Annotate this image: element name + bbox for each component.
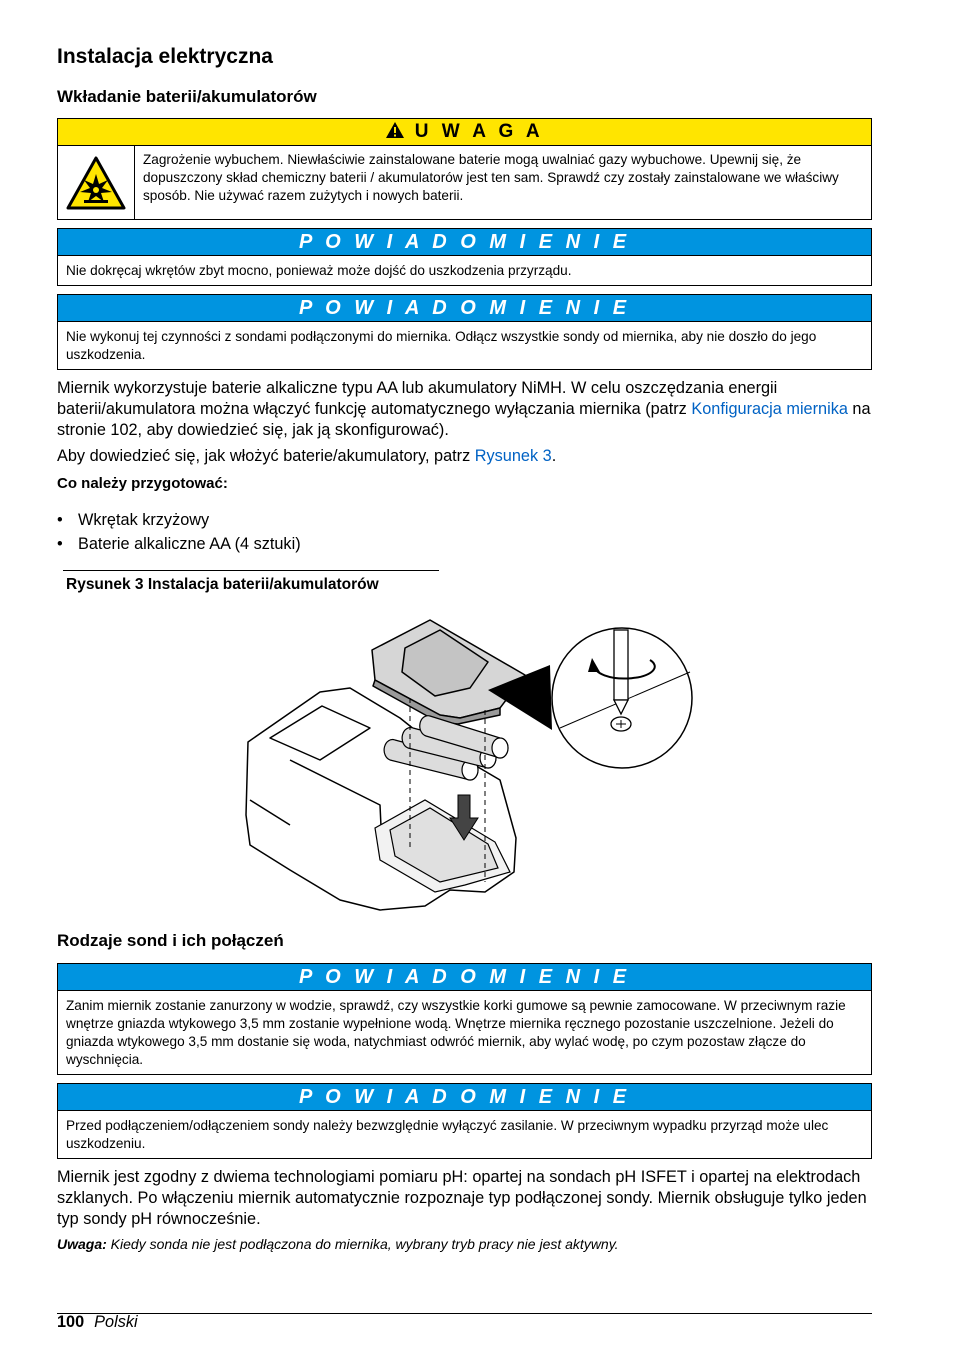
screw-detail-circle — [552, 628, 692, 768]
notice-header-1: P O W I A D O M I E N I E — [58, 229, 871, 256]
warning-box — [57, 118, 872, 220]
figure-ref-paragraph — [57, 446, 872, 467]
notice-text-3: Zanim miernik zostanie zanurzony w wodzie, sprawdź, czy wszystkie korki gumowe są pewnie zamocowane. W przeciwnym razie wnętrze gniazda wtykowego 3,5 mm zostanie wypełnione wodą. Wnętrze miernika ręcznego pozostanie uszczelnione. Jeżeli do gniazda wtykowego 3,5 mm dostanie się woda, natychmiast odwróć miernik, aby wylać wodę, po czym pozostaw złącze do wyschnięcia. — [66, 998, 846, 1067]
notice-box-4 — [57, 1083, 872, 1159]
figure-caption: Rysunek 3 Instalacja baterii/akumulatorów — [66, 576, 379, 593]
list-item — [57, 532, 301, 556]
battery-info-paragraph — [57, 378, 872, 441]
figure-3-link[interactable]: Rysunek 3 — [474, 447, 552, 465]
battery-cover — [372, 620, 525, 724]
list-item-text: Wkrętak krzyżowy — [78, 511, 210, 529]
note-text: Kiedy sonda nie jest podłączona do miernika, wybrany tryb pracy nie jest aktywny. — [106, 1236, 619, 1252]
warning-header — [58, 119, 871, 146]
warning-text: Zagrożenie wybuchem. Niewłaściwie zainstalowane baterie mogą uwalniać gazy wybuchowe. Upewnij się, że dopuszczony skład chemiczny baterii / akumulatorów jest ten sam. Sprawdź czy zostały zainstalowane we właściwy sposób. Nie używać razem zużytych i nowych baterii. — [143, 152, 839, 203]
explosion-hazard-icon — [58, 146, 135, 219]
page-number: 100 — [57, 1313, 85, 1331]
ph-technology-paragraph: Miernik jest zgodny z dwiema technologiami pomiaru pH: opartej na sondach pH ISFET i opartej na elektrodach szklanych. Po włączeniu miernik automatycznie rozpoznaje typ podłączonej sondy. Miernik obsługuje tylko jeden typ sondy pH równocześnie. — [57, 1168, 867, 1228]
note — [57, 1236, 619, 1252]
notice-box-3 — [57, 963, 872, 1075]
prep-title: Co należy przygotować: — [57, 475, 228, 492]
battery-info-text: Miernik wykorzystuje baterie alkaliczne typu AA lub akumulatory NiMH. W celu oszczędzania energii baterii/akumulatora można włączyć funkcję automatycznego wyłączania miernika (patrz — [57, 379, 778, 418]
notice-text-2: Nie wykonuj tej czynności z sondami podłączonymi do miernika. Odłącz wszystkie sondy od miernika, aby nie doszło do jego uszkodzenia. — [66, 329, 817, 362]
notice-box-1 — [57, 228, 872, 286]
notice-text-4: Przed podłączeniem/odłączeniem sondy należy bezwzględnie wyłączyć zasilanie. W przeciwnym wypadku przyrząd może ulec uszkodzeniu. — [66, 1118, 829, 1151]
notice-header-3: P O W I A D O M I E N I E — [58, 964, 871, 991]
section-title-batteries: Wkładanie baterii/akumulatorów — [57, 87, 317, 106]
footer-language: Polski — [94, 1313, 138, 1331]
warning-label: U W A G A — [414, 121, 544, 142]
caption-rule — [63, 570, 439, 571]
notice-text-1: Nie dokręcaj wkrętów zbyt mocno, ponieważ może dojść do uszkodzenia przyrządu. — [66, 263, 572, 278]
footer-rule — [57, 1313, 872, 1314]
list-item — [57, 508, 301, 532]
figure-ref-text: Aby dowiedzieć się, jak włożyć baterie/akumulatory, patrz — [57, 447, 475, 465]
note-label: Uwaga: — [57, 1236, 107, 1252]
prep-list — [57, 508, 301, 556]
meter-config-link[interactable]: Konfiguracja miernika — [691, 400, 848, 418]
notice-header-2: P O W I A D O M I E N I E — [58, 295, 871, 322]
notice-header-4: P O W I A D O M I E N I E — [58, 1084, 871, 1111]
figure-ref-text-end: . — [551, 447, 557, 465]
page-heading: Instalacja elektryczna — [57, 45, 273, 68]
section-title-probes: Rodzaje sond i ich połączeń — [57, 931, 284, 950]
warning-triangle-icon — [385, 121, 414, 142]
list-item-text: Baterie alkaliczne AA (4 sztuki) — [78, 535, 301, 553]
page-footer — [57, 1312, 138, 1332]
notice-box-2 — [57, 294, 872, 370]
battery-info-text-end: na stronie 102, aby dowiedzieć się, jak ją skonfigurować). — [57, 400, 871, 439]
battery-installation-illustration — [230, 610, 700, 920]
